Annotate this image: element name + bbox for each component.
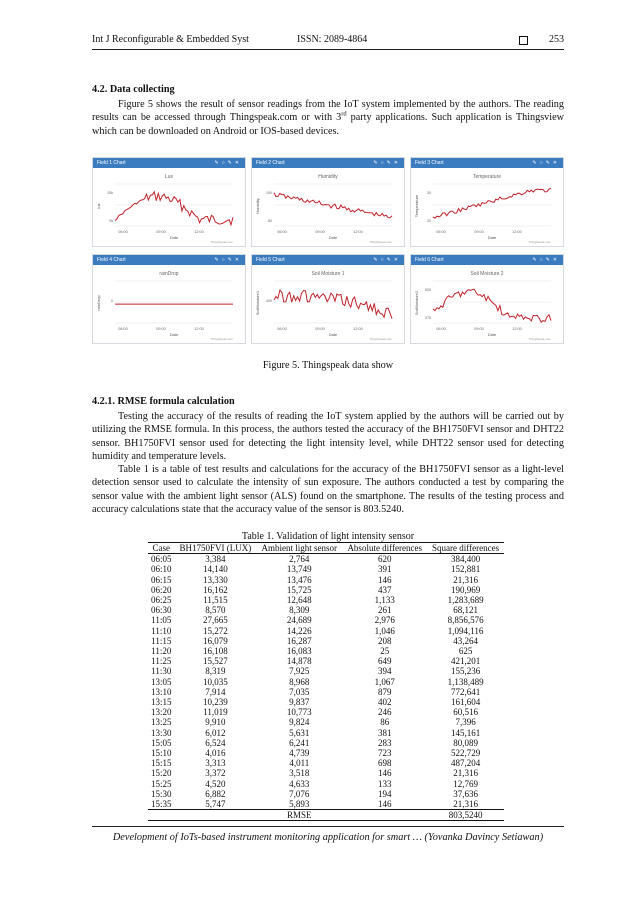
table-cell: 25 [380,646,390,657]
table-cell: 11:25 [151,656,172,667]
table-cell: 37,636 [453,788,478,799]
series-line [115,192,233,225]
table-cell: 6,882 [205,788,226,799]
x-axis-label: Date [487,332,497,337]
table-cell: 4,633 [289,778,310,789]
table-cell: 43,264 [453,635,478,646]
table-cell: 10,773 [286,707,312,718]
panel-toolbar-icons[interactable]: ✎○✎✕ [214,257,242,263]
table-cell: 10,035 [203,676,228,687]
table-cell: 283 [377,737,392,748]
validation-table [148,542,504,821]
table-row [148,717,504,727]
table-cell: 06:25 [150,595,172,606]
table-cell: 60,516 [453,707,478,718]
x-tick-label: 09:00 [474,327,484,331]
y-axis-label: SoilMoisture1 [255,290,260,316]
chart-panel [92,254,246,344]
table-cell: 13:30 [150,727,172,738]
figure-5 [92,157,564,345]
table-cell: 21,316 [453,574,478,585]
rmse-label: RMSE [287,810,312,821]
table-row [148,646,504,656]
table-cell: 11:20 [151,646,172,657]
table-row [148,687,504,697]
panel-title: Lux [164,174,174,180]
table-cell: 13,749 [286,564,312,575]
table-cell: 381 [377,727,392,738]
table-cell: 11:10 [151,625,172,636]
checkbox-square-icon [519,36,528,45]
y-tick-label: 375 [425,316,431,320]
table-cell: 208 [377,635,392,646]
table-row [148,615,504,625]
table-cell: 3,372 [205,768,226,779]
x-axis-label: Date [328,235,338,240]
table-cell: 06:20 [150,584,172,595]
table-cell: 68,121 [453,605,478,616]
table-cell: 152,881 [450,564,481,575]
table-row [148,666,504,676]
x-tick-label: 09:00 [315,327,325,331]
y-axis-label: rainDrop [96,295,101,311]
table-cell: 4,739 [289,748,310,759]
table-cell: 11:05 [151,615,172,626]
table-cell: 14,140 [203,564,228,575]
panel-plot [411,176,563,246]
table-cell: 9,837 [289,697,310,708]
y-tick-label: 0k [109,219,113,223]
column-header: Case [152,543,170,553]
table-row [148,595,504,605]
y-tick-label: 400 [266,299,272,303]
thingspeak-watermark: ThingSpeak.com [369,337,392,341]
panel-toolbar-icons[interactable]: ✎○✎✕ [532,257,560,263]
table-cell: 16,287 [286,635,312,646]
table-cell: 8,309 [289,605,310,616]
table-cell: 15,272 [203,625,228,636]
table-row [148,768,504,778]
table-cell: 146 [377,799,392,810]
x-tick-label: 12:00 [512,327,522,331]
y-tick-label: 30 [427,191,431,195]
table-cell: 6,524 [205,737,226,748]
table-cell: 13,476 [286,574,312,585]
section-paragraph: Figure 5 shows the result of sensor readings from the IoT system implemented by the authors. The reading results can be accessed through Thingspeak.com or with 3rd party applications. Such application is Thingsview which can be downloaded on Android or IOS-based devices. [92,99,564,137]
table-cell: 133 [377,778,392,789]
table-cell: 7,035 [289,686,310,697]
table-cell: 06:05 [150,554,172,565]
table-cell: 5,631 [289,727,310,738]
column-header: Ambient light sensor [261,543,338,553]
table-cell: 27,665 [203,615,228,626]
table-cell: 2,976 [374,615,395,626]
table-cell: 620 [377,554,392,565]
x-tick-label: 06:00 [277,230,287,234]
panel-toolbar-icons[interactable]: ✎○✎✕ [373,257,401,263]
panel-title: rainDrop [159,271,179,277]
table-row [148,789,504,799]
thingspeak-watermark: ThingSpeak.com [369,240,392,244]
table-cell: 8,856,576 [447,615,484,626]
table-cell: 7,396 [455,717,476,728]
panel-toolbar-icons[interactable]: ✎○✎✕ [373,160,401,166]
table-cell: 5,893 [289,799,310,810]
footer-rule [92,826,564,827]
series-line [433,289,551,322]
table-cell: 13:10 [150,686,172,697]
x-tick-label: 06:00 [277,327,287,331]
table-row [148,728,504,738]
table-cell: 6,012 [205,727,226,738]
thingspeak-watermark: ThingSpeak.com [210,240,233,244]
table-cell: 7,914 [205,686,226,697]
table-cell: 161,604 [450,697,481,708]
table-cell: 146 [377,768,392,779]
y-tick-label: 25k [107,191,113,195]
table-cell: 421,201 [450,656,481,667]
table-cell: 155,236 [450,666,481,677]
table-cell: 1,046 [374,625,395,636]
table-cell: 10,239 [203,697,228,708]
table-cell: 15,725 [286,584,312,595]
table-cell: 384,400 [450,554,481,565]
panel-plot [411,273,563,343]
table-cell: 698 [377,758,392,769]
x-tick-label: 12:00 [353,327,363,331]
table-cell: 402 [377,697,392,708]
x-tick-label: 12:00 [194,327,204,331]
table-cell: 190,969 [450,584,481,595]
table-row [148,626,504,636]
table-cell: 14,226 [286,625,312,636]
column-header: Square differences [432,543,500,553]
x-tick-label: 12:00 [512,230,522,234]
x-axis-label: Date [328,332,338,337]
table-cell: 13:05 [150,676,172,687]
table-cell: 1,094,116 [447,625,484,636]
table-cell: 13:20 [150,707,172,718]
chart-panel [251,254,405,344]
table-cell: 86 [380,717,390,728]
y-tick-label: 80 [268,219,272,223]
table-cell: 15:30 [150,788,172,799]
table-caption: Table 1. Validation of light intensity sensor [241,531,415,542]
subsection-heading: 4.2.1. RMSE formula calculation [92,396,235,407]
table-cell: 879 [377,686,392,697]
table-cell: 8,968 [289,676,310,687]
thingspeak-watermark: ThingSpeak.com [210,337,233,341]
journal-name: Int J Reconfigurable & Embedded Syst [92,34,249,45]
y-axis-label: lux [96,203,101,209]
panel-header: Field 3 Chart ✎○✎✕ [411,158,563,168]
chart-panel [92,157,246,247]
panel-header: Field 1 Chart ✎○✎✕ [93,158,245,168]
table-cell: 4,011 [289,758,310,769]
panel-title: Humidity [318,174,338,180]
table-cell: 1,138,489 [447,676,484,687]
table-cell: 522,729 [450,748,481,759]
table-cell: 15,527 [203,656,228,667]
table-cell: 1,067 [374,676,395,687]
table-cell: 487,204 [450,758,481,769]
panel-title: Soil Moisture 1 [311,271,345,277]
table-cell: 723 [377,748,392,759]
table-cell: 246 [377,707,392,718]
table-row [148,636,504,646]
subsection-paragraph-2: Table 1 is a table of test results and calculations for the accuracy of the BH1750FVI sensor as a light-level detection sensor used to calculate the intensity of sun exposure. The authors conducted a test by comparing the sensor value with the ambient light sensor (ALS) found on the smartphone. The results of the testing process and accuracy calculations state that the accuracy value of the sensor is 803.5240. [92,464,564,515]
x-tick-label: 06:00 [436,230,446,234]
table-cell: 13:25 [150,717,172,728]
table-row [148,697,504,707]
table-cell: 6,241 [289,737,310,748]
table-cell: 15:20 [150,768,172,779]
table-row [148,707,504,717]
table-row [148,564,504,574]
table-cell: 11:15 [151,635,172,646]
panel-toolbar-icons[interactable]: ✎○✎✕ [214,160,242,166]
table-cell: 15:35 [150,799,172,810]
table-cell: 9,910 [205,717,226,728]
table-cell: 16,108 [203,646,228,657]
panel-header: Field 2 Chart ✎○✎✕ [252,158,404,168]
panel-header: Field 5 Chart ✎○✎✕ [252,255,404,265]
table-cell: 21,316 [453,799,478,810]
table-row [148,758,504,768]
subsection-paragraph-1: Testing the accuracy of the results of reading the IoT system applied by the authors will be carried out by utilizing the RMSE formula. In this process, the authors tested the accuracy of the BH1750FVI sensor and DHT22 sensor. BH1750FVI sensor used for detecting the light intensity level, while DHT22 sensor used for detecting humidity and temperature levels. [92,411,564,462]
column-header: BH1750FVI (LUX) [179,543,252,553]
table-row [148,738,504,748]
table-cell: 772,641 [450,686,481,697]
table-cell: 4,016 [205,748,226,759]
table-row [148,575,504,585]
x-tick-label: 09:00 [315,230,325,234]
running-header [92,34,564,48]
table-cell: 15:10 [150,748,172,759]
x-axis-label: Date [487,235,497,240]
table-cell: 12,648 [286,595,312,606]
table-cell: 80,089 [453,737,478,748]
table-cell: 21,316 [453,768,478,779]
table-cell: 8,570 [205,605,226,616]
table-body [148,554,504,810]
table-cell: 14,878 [286,656,312,667]
x-axis-label: Date [169,332,179,337]
table-cell: 261 [377,605,392,616]
panel-plot [93,273,245,343]
table-cell: 9,824 [289,717,310,728]
table-row [148,554,504,565]
table-cell: 15:05 [150,737,172,748]
panel-plot [93,176,245,246]
table-cell: 4,520 [205,778,226,789]
y-tick-label: 0 [111,299,113,303]
chart-panel [410,254,564,344]
table-cell: 16,083 [286,646,312,657]
x-tick-label: 09:00 [156,230,166,234]
table-cell: 391 [377,564,392,575]
table-cell: 1,283,689 [447,595,484,606]
table-cell: 437 [377,584,392,595]
page-number: 253 [549,34,564,45]
panel-toolbar-icons[interactable]: ✎○✎✕ [532,160,560,166]
table-cell: 649 [377,656,392,667]
thingspeak-watermark: ThingSpeak.com [528,240,551,244]
x-tick-label: 12:00 [194,230,204,234]
table-cell: 146 [377,574,392,585]
y-axis-label: Temperature [414,194,419,218]
panel-header: Field 4 Chart ✎○✎✕ [93,255,245,265]
issn: ISSN: 2089-4864 [297,34,368,45]
panel-title: Soil Moisture 2 [470,271,504,277]
x-tick-label: 12:00 [353,230,363,234]
table-cell: 194 [377,788,392,799]
y-axis-label: Humidity [255,198,260,214]
page-footer: Development of IoTs-based instrument monitoring application for smart … (Yovanka Davincy Setiawan) [112,832,544,843]
table-footer-row [148,810,504,821]
table-cell: 7,076 [289,788,310,799]
table-header-row [148,543,504,554]
table-cell: 15:15 [150,758,172,769]
x-tick-label: 06:00 [436,327,446,331]
table-cell: 16,079 [203,635,228,646]
table-cell: 394 [377,666,392,677]
section-heading: 4.2. Data collecting [92,84,175,95]
series-line [274,290,392,319]
table-cell: 06:30 [150,605,172,616]
table-cell: 11,019 [203,707,228,718]
table-row [148,779,504,789]
table-cell: 7,925 [289,666,310,677]
table-cell: 3,518 [289,768,310,779]
x-axis-label: Date [169,235,179,240]
table-cell: 11,515 [203,595,228,606]
y-tick-label: 100 [266,191,272,195]
chart-panel [251,157,405,247]
panel-header: Field 6 Chart ✎○✎✕ [411,255,563,265]
table-cell: 13:15 [150,697,172,708]
table-cell: 16,162 [203,584,228,595]
series-line [433,188,551,218]
table-cell: 5,747 [205,799,226,810]
y-axis-label: SoilMoisture2 [414,290,419,316]
table-cell: 1,133 [374,595,395,606]
table-cell: 3,384 [205,554,226,565]
table-cell: 15:25 [150,778,172,789]
table-row [148,799,504,810]
table-row [148,748,504,758]
panel-plot [252,273,404,343]
table-row [148,677,504,687]
table-cell: 625 [458,646,473,657]
panel-title: Temperature [472,174,502,180]
x-tick-label: 06:00 [118,327,128,331]
x-tick-label: 06:00 [118,230,128,234]
figure-caption: Figure 5. Thingspeak data show [262,360,394,371]
table-cell: 2,764 [289,554,310,565]
rmse-value: 803,5240 [448,810,483,821]
table-row [148,656,504,666]
table-cell: 13,330 [203,574,228,585]
table-cell: 3,313 [205,758,226,769]
x-tick-label: 09:00 [156,327,166,331]
y-tick-label: 20 [427,219,431,223]
table-cell: 06:15 [150,574,172,585]
x-tick-label: 09:00 [474,230,484,234]
table-cell: 06:10 [150,564,172,575]
table-cell: 8,319 [205,666,226,677]
thingspeak-watermark: ThingSpeak.com [528,337,551,341]
panel-plot [252,176,404,246]
header-rule [92,49,564,50]
table-cell: 24,689 [286,615,312,626]
table-row [148,585,504,595]
table-cell: 145,161 [450,727,481,738]
table-row [148,605,504,615]
column-header: Absolute differences [347,543,422,553]
chart-panel [410,157,564,247]
y-tick-label: 500 [425,288,431,292]
table-cell: 12,769 [453,778,478,789]
table-cell: 11:30 [151,666,172,677]
